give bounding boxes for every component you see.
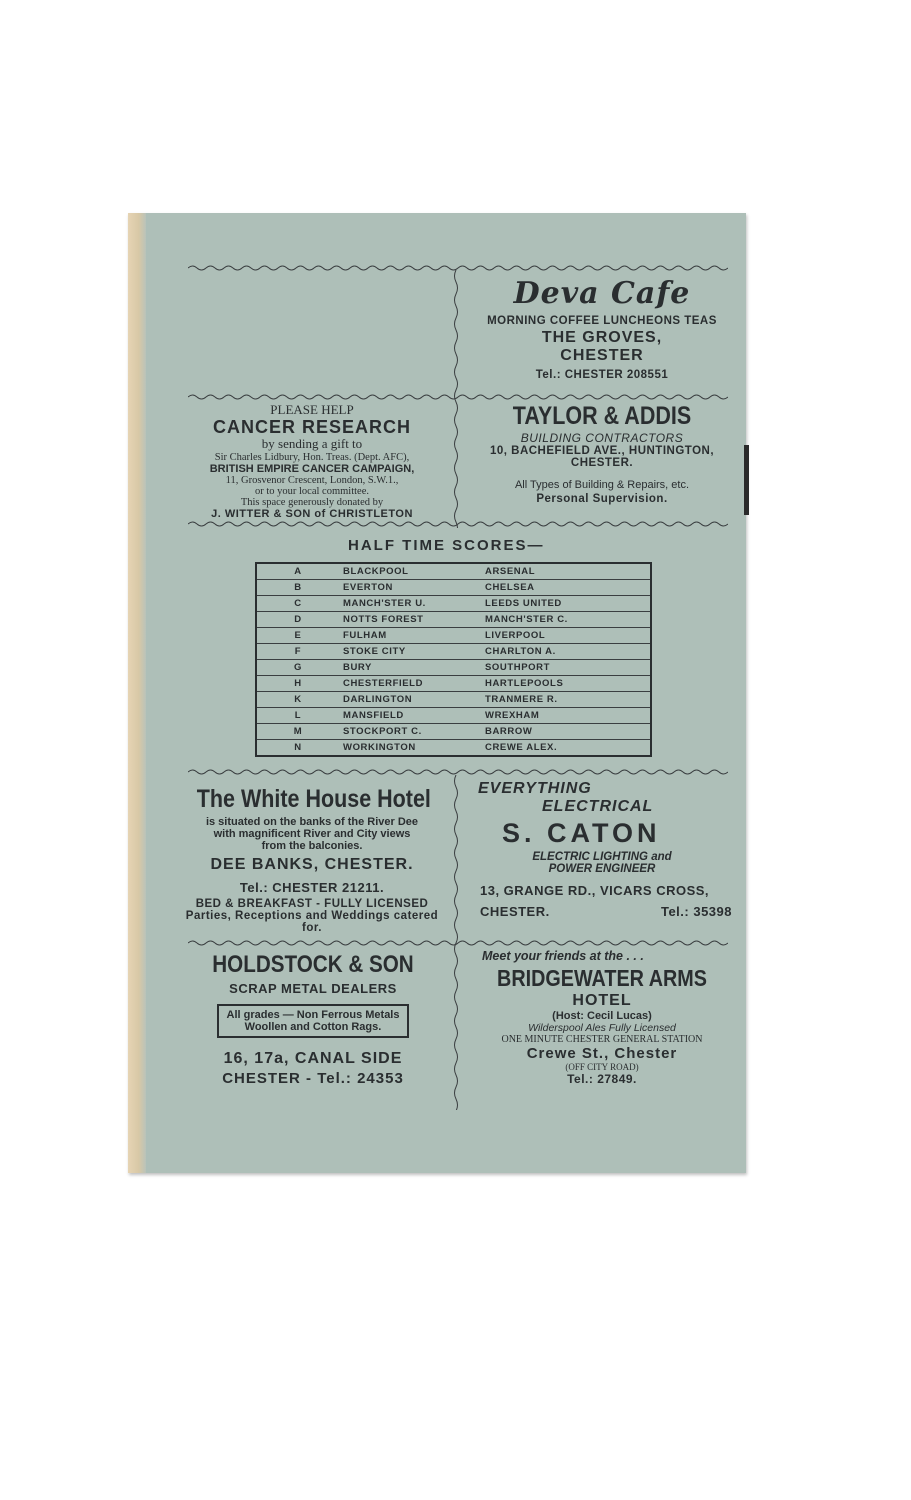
bridgewater-off: (OFF CITY ROAD) (565, 1062, 639, 1072)
away-team: BARROW (485, 724, 651, 740)
deva-cafe-title: Deva Cafe (513, 276, 691, 311)
white-house-tel: Tel.: CHESTER 21211. (239, 880, 385, 895)
white-house-place: DEE BANKS, CHESTER. (210, 856, 414, 873)
caton-tel: Tel.: 35398 (660, 904, 732, 919)
caton-city: CHESTER. (480, 904, 550, 919)
home-team: FULHAM (339, 628, 485, 644)
table-row (256, 692, 651, 708)
caton-bottom-row (462, 898, 742, 919)
bridgewater-ales: Wilderspool Ales Fully Licensed (528, 1022, 676, 1034)
taylor-addis-title: TAYLOR & ADDIS (512, 402, 692, 430)
holdstock-address: 16, 17a, CANAL SIDE (223, 1050, 403, 1067)
table-row (256, 628, 651, 644)
bridgewater-title: BRIDGEWATER ARMS (497, 965, 707, 991)
home-team: STOCKPORT C. (339, 724, 485, 740)
row-letter: E (256, 628, 339, 644)
table-row (256, 612, 651, 628)
holdstock-box (217, 1004, 410, 1038)
home-team: MANSFIELD (339, 708, 485, 724)
away-team: WREXHAM (485, 708, 651, 724)
cancer-donor: J. WITTER & SON of CHRISTLETON (211, 508, 413, 520)
deva-cafe-line: CHESTER (560, 347, 644, 364)
away-team: CHARLTON A. (485, 644, 651, 660)
white-house-line: with magnificent River and City views (213, 828, 411, 840)
white-house-title: The White House Hotel (196, 785, 431, 813)
caton-line: POWER ENGINEER (548, 863, 656, 875)
bridgewater-host: (Host: Cecil Lucas) (552, 1010, 652, 1022)
deva-cafe-tel: Tel.: CHESTER 208551 (535, 369, 669, 381)
row-letter: D (256, 612, 339, 628)
cancer-line: or to your local committee. (254, 486, 369, 497)
home-team: DARLINGTON (339, 692, 485, 708)
caton-name: S. CATON (502, 818, 661, 848)
cancer-please: PLEASE HELP (270, 402, 354, 417)
bridgewater-hotel: HOTEL (572, 992, 632, 1009)
vertical-divider (452, 775, 460, 1110)
row-letter: L (256, 708, 339, 724)
taylor-addis-sub: BUILDING CONTRACTORS (520, 431, 684, 445)
cancer-research-ad (180, 402, 444, 520)
cancer-line: by sending a gift to (261, 436, 363, 451)
away-team: CHELSEA (485, 580, 651, 596)
home-team: MANCH'STER U. (339, 596, 485, 612)
white-house-line: is situated on the banks of the River Dee (205, 816, 419, 828)
row-letter: K (256, 692, 339, 708)
row-letter: G (256, 660, 339, 676)
away-team: ARSENAL (485, 563, 651, 580)
caton-electrical: ELECTRICAL (542, 798, 654, 815)
row-letter: F (256, 644, 339, 660)
taylor-addis-address: 10, BACHEFIELD AVE., HUNTINGTON, (489, 445, 715, 457)
table-row (256, 676, 651, 692)
home-team: BLACKPOOL (339, 563, 485, 580)
cancer-line: Sir Charles Lidbury, Hon. Treas. (Dept. AFC), (214, 452, 410, 463)
away-team: LIVERPOOL (485, 628, 651, 644)
holdstock-sub: SCRAP METAL DEALERS (229, 981, 397, 996)
half-time-table (255, 562, 652, 757)
home-team: NOTTS FOREST (339, 612, 485, 628)
table-row (256, 644, 651, 660)
vertical-divider (452, 270, 460, 528)
away-team: HARTLEPOOLS (485, 676, 651, 692)
table-row (256, 708, 651, 724)
bridgewater-meet: Meet your friends at the . . . (482, 949, 644, 963)
row-letter: N (256, 740, 339, 757)
away-team: LEEDS UNITED (485, 596, 651, 612)
table-row (256, 724, 651, 740)
caton-everything: EVERYTHING (478, 780, 592, 797)
holdstock-box-line: All grades — Non Ferrous Metals (226, 1009, 400, 1021)
caton-address: 13, GRANGE RD., VICARS CROSS, (480, 883, 710, 898)
caton-ad (462, 780, 742, 919)
away-team: CREWE ALEX. (485, 740, 651, 757)
home-team: CHESTERFIELD (339, 676, 485, 692)
bridgewater-ad (462, 949, 742, 1086)
deva-cafe-ad (462, 276, 742, 381)
white-house-bb: BED & BREAKFAST - FULLY LICENSED (195, 898, 429, 910)
row-letter: C (256, 596, 339, 612)
half-time-title: HALF TIME SCORES— (348, 537, 545, 554)
row-letter: H (256, 676, 339, 692)
row-letter: M (256, 724, 339, 740)
white-house-ad (178, 785, 446, 934)
away-team: SOUTHPORT (485, 660, 651, 676)
bridgewater-tel: Tel.: 27849. (567, 1072, 637, 1086)
cancer-line: 11, Grosvenor Crescent, London, S.W.1., (225, 475, 399, 486)
row-letter: A (256, 563, 339, 580)
away-team: MANCH'STER C. (485, 612, 651, 628)
table-row (256, 660, 651, 676)
table-row (256, 596, 651, 612)
white-house-line: from the balconies. (261, 840, 363, 852)
bridgewater-street: Crewe St., Chester (526, 1045, 678, 1062)
home-team: BURY (339, 660, 485, 676)
home-team: WORKINGTON (339, 740, 485, 757)
white-house-parties: Parties, Receptions and Weddings catered for. (185, 910, 439, 934)
taylor-addis-supervision: Personal Supervision. (536, 493, 668, 505)
page-edge (128, 213, 146, 1173)
taylor-addis-city: CHESTER. (570, 457, 634, 469)
bridgewater-minute: ONE MINUTE CHESTER GENERAL STATION (501, 1034, 703, 1045)
holdstock-title: HOLDSTOCK & SON (212, 951, 414, 978)
spine-tab (744, 445, 749, 515)
away-team: TRANMERE R. (485, 692, 651, 708)
holdstock-box-line: Woollen and Cotton Rags. (244, 1021, 382, 1033)
caton-line: ELECTRIC LIGHTING and (532, 851, 672, 863)
home-team: STOKE CITY (339, 644, 485, 660)
row-letter: B (256, 580, 339, 596)
holdstock-city: CHESTER - Tel.: 24353 (222, 1070, 404, 1087)
table-row (256, 740, 651, 757)
taylor-addis-types: All Types of Building & Repairs, etc. (514, 479, 690, 491)
holdstock-ad (182, 951, 444, 1087)
table-row (256, 580, 651, 596)
table-row (256, 563, 651, 580)
cancer-line: This space generously donated by (240, 497, 384, 508)
deva-cafe-line: THE GROVES, (541, 329, 663, 346)
deva-cafe-line: MORNING COFFEE LUNCHEONS TEAS (487, 315, 717, 327)
taylor-addis-ad (462, 402, 742, 505)
home-team: EVERTON (339, 580, 485, 596)
cancer-line: BRITISH EMPIRE CANCER CAMPAIGN, (209, 463, 415, 475)
cancer-title: CANCER RESEARCH (212, 417, 411, 437)
